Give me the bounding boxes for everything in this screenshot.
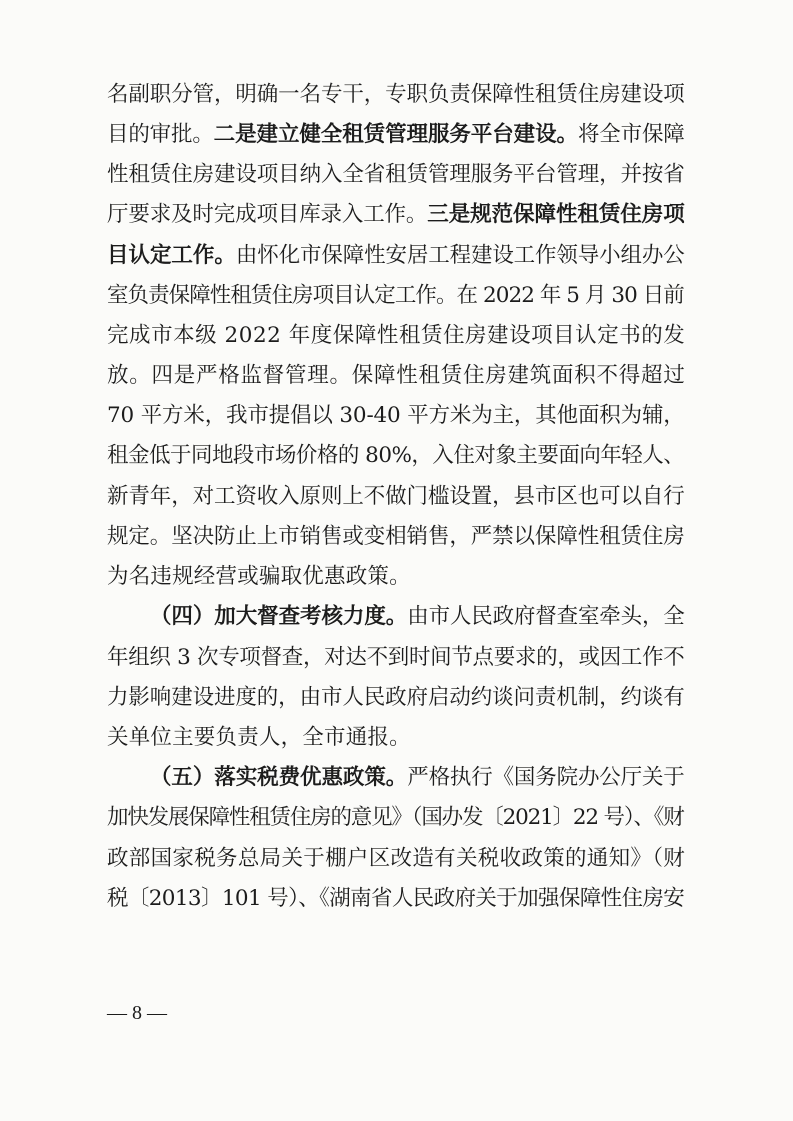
text-run: 严格执行《国务院办公厅关于	[407, 765, 685, 790]
text-run: 加快发展保障性租赁住房的意见》（国办发〔2021〕22 号）、《财	[107, 805, 684, 830]
text-run: 由怀化市保障性安居工程建设工作领导小组办公	[235, 243, 685, 268]
body-line	[107, 276, 684, 316]
text-run: 厅要求及时完成项目库录入工作。	[107, 202, 428, 227]
body-line	[107, 316, 685, 356]
body-line	[107, 236, 685, 276]
body-line	[107, 195, 685, 235]
text-run: 放。四是严格监督管理。保障性租赁住房建筑面积不得超过	[107, 363, 686, 388]
body-line	[150, 758, 685, 798]
body-line	[107, 718, 793, 758]
body-line	[107, 678, 685, 718]
text-run: 关单位主要负责人，全市通报。	[107, 725, 411, 750]
body-line	[107, 517, 685, 557]
text-run: 完成市本级 2022 年度保障性租赁住房建设项目认定书的发	[107, 323, 686, 348]
body-line	[107, 798, 684, 838]
body-line	[107, 638, 685, 678]
text-run: 目的审批。	[107, 122, 214, 147]
bold-text-run: 三是规范保障性租赁住房项	[427, 202, 685, 227]
bold-text-run: （五）落实税费优惠政策。	[150, 765, 408, 790]
body-line	[107, 839, 685, 879]
body-line	[107, 396, 685, 436]
text-run: 70 平方米，我市提倡以 30-40 平方米为主，其他面积为辅，	[107, 403, 685, 428]
text-run: 室负责保障性租赁住房项目认定工作。在 2022 年 5 月 30 日前	[107, 283, 684, 308]
body-line	[107, 75, 685, 115]
text-run: 为名违规经营或骗取优惠政策。	[107, 564, 411, 589]
page-number: — 8 —	[107, 1002, 167, 1024]
text-run: 力影响建设进度的，由市人民政府启动约谈问责机制，约谈有	[107, 685, 685, 710]
text-run: 税〔2013〕101 号）、《湖南省人民政府关于加强保障性住房安	[107, 886, 685, 911]
body-line	[107, 115, 685, 155]
body-line	[107, 879, 684, 919]
body-line	[107, 477, 685, 517]
bold-text-run: 目认定工作。	[107, 243, 236, 268]
text-run: 年组织 3 次专项督查，对达不到时间节点要求的，或因工作不	[107, 645, 685, 670]
text-run: 将全市保障	[577, 122, 685, 147]
text-run: 规定。坚决防止上市销售或变相销售，严禁以保障性租赁住房	[107, 524, 685, 549]
body-line	[107, 436, 684, 476]
body-line	[107, 557, 793, 597]
body-line	[107, 356, 686, 396]
bold-text-run: 二是建立健全租赁管理服务平台建设。	[213, 122, 578, 147]
text-run: 性租赁住房建设项目纳入全省租赁管理服务平台管理，并按省	[107, 162, 685, 187]
text-run: 政部国家税务总局关于棚户区改造有关税收政策的通知》（财	[107, 846, 686, 871]
text-run: 租金低于同地段市场价格的 80%，入住对象主要面向年轻人、	[107, 443, 685, 468]
body-line	[107, 155, 685, 195]
text-run: 名副职分管，明确一名专干，专职负责保障性租赁住房建设项	[107, 82, 685, 107]
text-run: 由市人民政府督查室牵头，全	[407, 604, 685, 629]
text-run: 新青年，对工资收入原则上不做门槛设置，县市区也可以自行	[107, 484, 685, 509]
bold-text-run: （四）加大督查考核力度。	[150, 604, 408, 629]
body-line	[150, 597, 685, 637]
